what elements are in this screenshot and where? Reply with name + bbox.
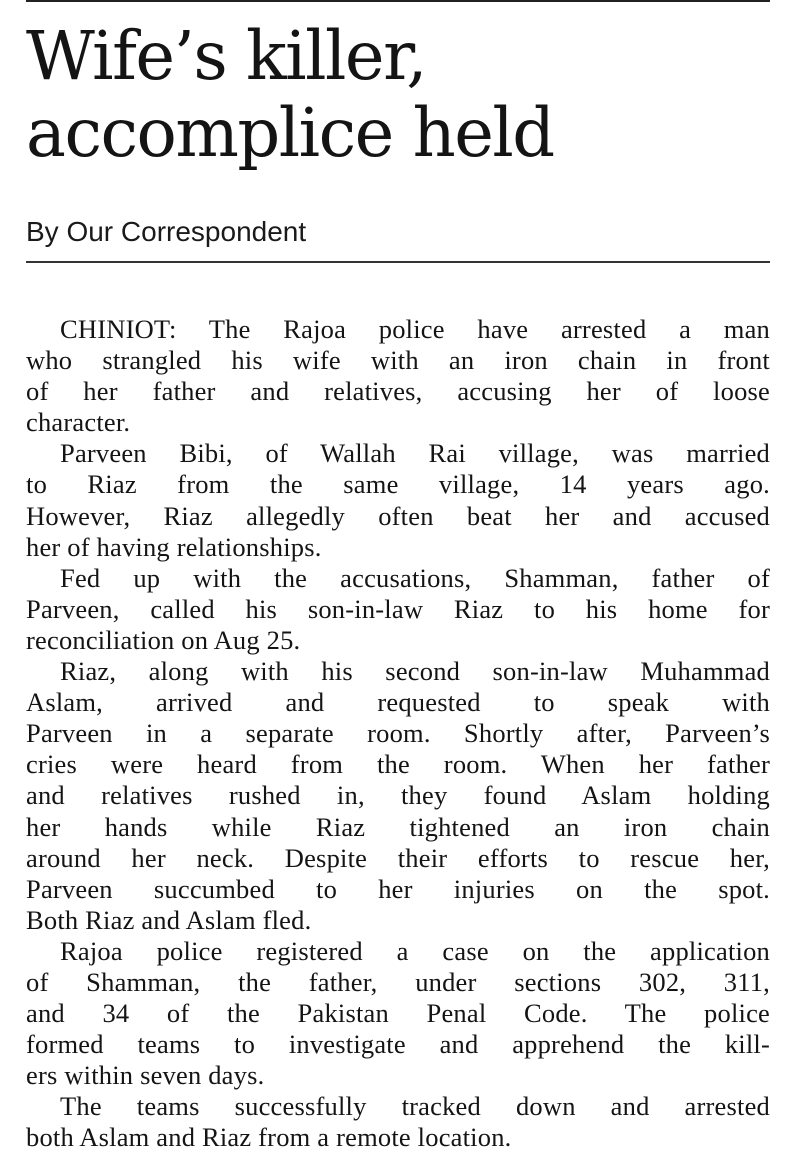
paragraph bbox=[26, 438, 770, 562]
byline-rule bbox=[26, 261, 770, 263]
text-line: Parveen succumbed to her injuries on the spot. bbox=[26, 873, 770, 904]
text-line: Aslam, arrived and requested to speak with bbox=[26, 687, 770, 718]
text-line: Riaz, along with his second son-in-law Muhammad bbox=[60, 656, 770, 687]
article-body bbox=[26, 314, 770, 1154]
headline-line: accomplice held bbox=[26, 94, 554, 172]
text-line: reconciliation on Aug 25. bbox=[26, 624, 301, 655]
paragraph bbox=[26, 314, 770, 438]
text-line: who strangled his wife with an iron chain in front bbox=[26, 345, 770, 376]
text-line: of her father and relatives, accusing her of loose bbox=[26, 376, 770, 407]
text-line: and 34 of the Pakistan Penal Code. The police bbox=[26, 998, 770, 1029]
text-line: to Riaz from the same village, 14 years ago. bbox=[26, 469, 770, 500]
paragraph bbox=[26, 1091, 770, 1153]
text-line: her hands while Riaz tightened an iron chain bbox=[26, 811, 770, 842]
top-rule bbox=[26, 0, 770, 2]
byline: By Our Correspondent bbox=[26, 216, 307, 247]
text-line: Parveen, called his son-in-law Riaz to his home for bbox=[26, 593, 770, 624]
text-line: However, Riaz allegedly often beat her and accused bbox=[26, 500, 770, 531]
text-line: of Shamman, the father, under sections 302, 311, bbox=[26, 966, 770, 997]
text-line: The teams successfully tracked down and arrested bbox=[60, 1091, 770, 1122]
paragraph bbox=[26, 936, 770, 1091]
text-line: her of having relationships. bbox=[26, 531, 322, 562]
text-line: Fed up with the accusations, Shamman, father of bbox=[60, 562, 770, 593]
text-line: both Aslam and Riaz from a remote location. bbox=[26, 1122, 512, 1153]
text-line: Parveen in a separate room. Shortly after, Parveen’s bbox=[26, 718, 770, 749]
text-line: ers within seven days. bbox=[26, 1060, 265, 1091]
text-line: around her neck. Despite their efforts to rescue her, bbox=[26, 842, 770, 873]
text-line: CHINIOT: The Rajoa police have arrested a man bbox=[60, 314, 770, 344]
text-line: and relatives rushed in, they found Aslam holding bbox=[26, 780, 770, 811]
paragraph bbox=[26, 563, 770, 656]
text-line: cries were heard from the room. When her father bbox=[26, 749, 770, 780]
paragraph bbox=[26, 656, 770, 936]
text-line: character. bbox=[26, 407, 131, 438]
headline-line: Wife’s killer, bbox=[26, 17, 427, 95]
text-line: formed teams to investigate and apprehend the kill- bbox=[26, 1029, 770, 1060]
text-line: Rajoa police registered a case on the application bbox=[60, 935, 770, 966]
text-line: Both Riaz and Aslam fled. bbox=[26, 904, 312, 935]
text-line: Parveen Bibi, of Wallah Rai village, was married bbox=[60, 438, 770, 469]
headline bbox=[26, 18, 766, 172]
